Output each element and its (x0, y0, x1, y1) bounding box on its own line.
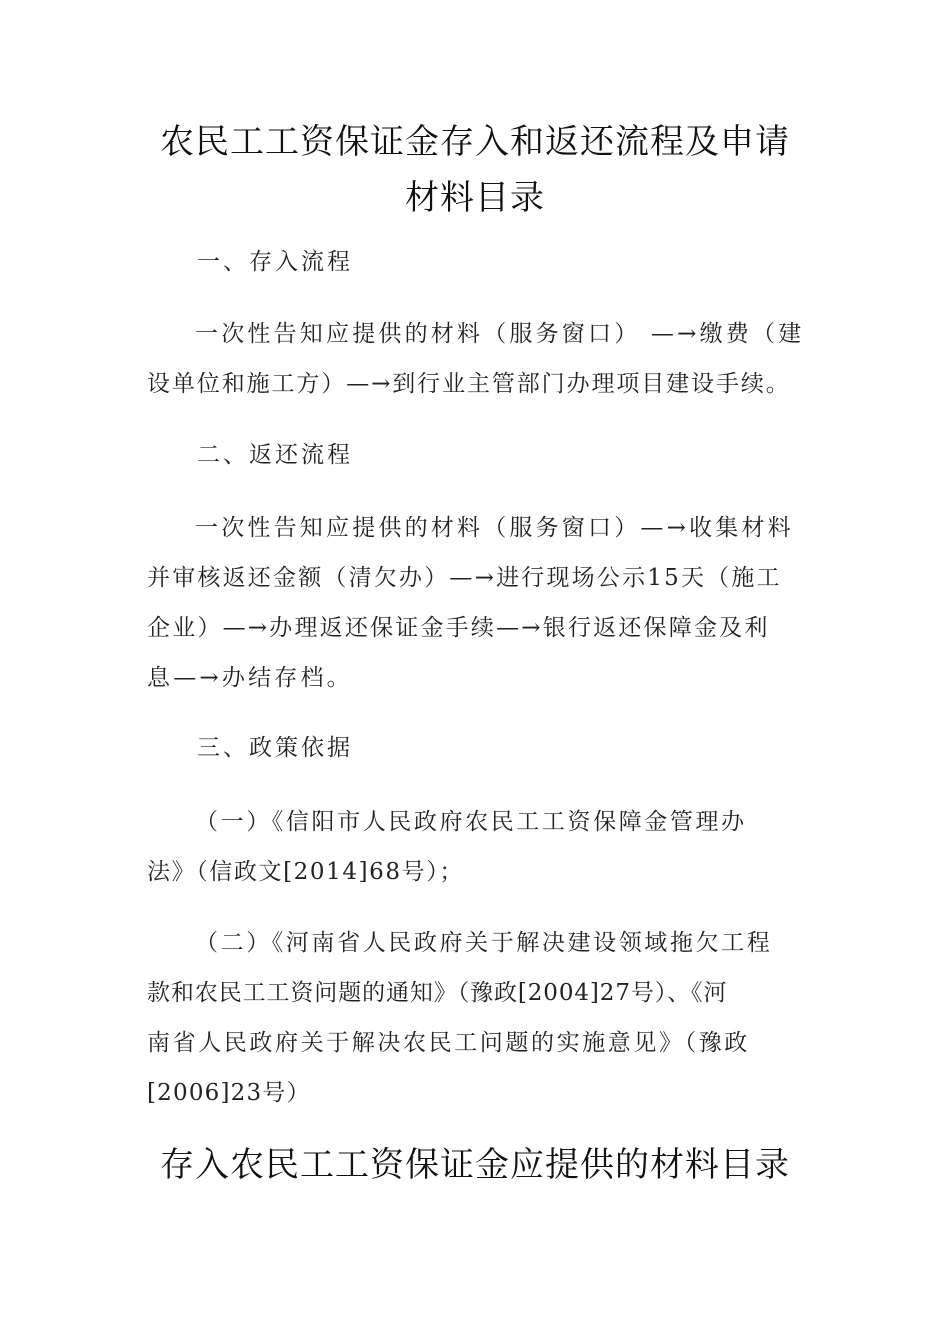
section-heading-policy: 三、政策依据 (197, 735, 353, 761)
title-line-1: 农民工工资保证金存入和返还流程及申请 (160, 122, 790, 162)
paragraph-line: 设单位和施工方）—→到行业主管部门办理项目建设手续。 (147, 371, 791, 397)
paragraph-line: 南省人民政府关于解决农民工问题的实施意见》（豫政 (147, 1030, 750, 1056)
return-process-paragraph (147, 503, 797, 703)
materials-list-title: 存入农民工工资保证金应提供的材料目录 (160, 1145, 790, 1185)
paragraph-line: [2006]23号） (147, 1080, 311, 1106)
paragraph-line: 一次性告知应提供的材料（服务窗口） —→缴费（建 (195, 321, 805, 347)
policy-item-2 (147, 918, 797, 1118)
section-heading-deposit: 一、存入流程 (197, 249, 353, 275)
section-heading-return: 二、返还流程 (197, 442, 353, 468)
paragraph-line: （二）《河南省人民政府关于解决建设领域拖欠工程 (195, 930, 773, 956)
paragraph-line: （一）《信阳市人民政府农民工工资保障金管理办 (195, 809, 747, 835)
deposit-process-paragraph (147, 309, 805, 409)
paragraph-line: 并审核返还金额（清欠办）—→进行现场公示15天（施工 (147, 565, 782, 591)
paragraph-line: 一次性告知应提供的材料（服务窗口）—→收集材料 (195, 515, 794, 541)
paragraph-line: 息—→办结存档。 (147, 665, 353, 691)
paragraph-line: 款和农民工工资问题的通知》（豫政[2004]27号）、《河 (147, 980, 728, 1006)
paragraph-line: 企业）—→办理返还保证金手续—→银行返还保障金及利 (147, 615, 770, 641)
policy-item-1 (147, 797, 797, 897)
title-line-2: 材料目录 (405, 178, 545, 218)
document-title (140, 114, 810, 226)
paragraph-line: 法》（信政文[2014]68号）； (147, 859, 464, 885)
